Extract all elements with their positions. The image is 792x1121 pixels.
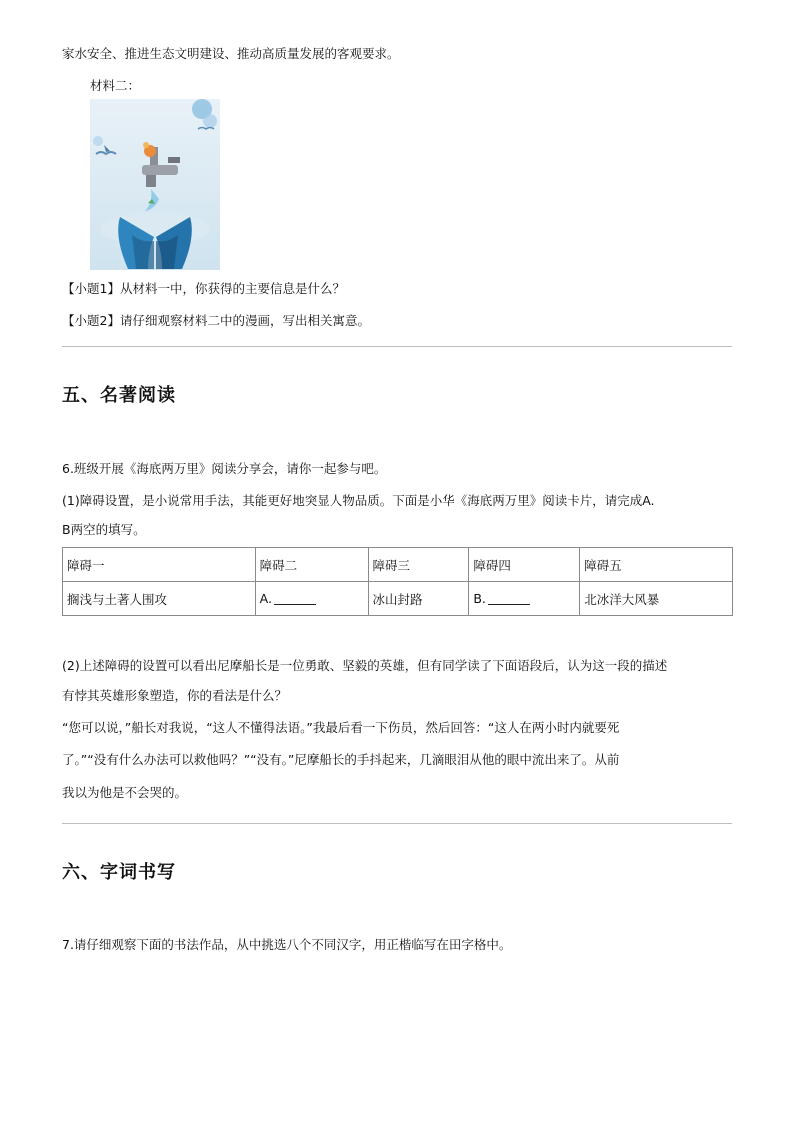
table-cell: 冰山封路 xyxy=(368,582,469,616)
obstacles-table xyxy=(62,547,733,616)
blank-a-cell xyxy=(255,582,368,616)
table-row xyxy=(63,582,733,616)
quote-line1: “您可以说，”船长对我说，“这人不懂得法语。”我最后看一下伤员，然后回答：“这人在两小时内就要死 xyxy=(62,720,620,735)
table-cell: 北冰洋大风暴 xyxy=(580,582,733,616)
table-header-cell: 障碍一 xyxy=(63,548,256,582)
section-divider xyxy=(62,823,732,824)
quote-line2: 了。”“没有什么办法可以救他吗？”“没有。”尼摩船长的手抖起来，几滴眼泪从他的眼中流出来了。从前 xyxy=(62,752,620,767)
blank-b-label: B. xyxy=(473,591,486,606)
water-tap-hands-illustration xyxy=(90,99,220,270)
blank-a-line[interactable] xyxy=(274,592,316,605)
material1-tail: 家水安全、推进生态文明建设、推动高质量发展的客观要求。 xyxy=(62,46,400,61)
blank-b-cell xyxy=(469,582,580,616)
table-header-cell: 障碍二 xyxy=(255,548,368,582)
part1-line2: B两空的填写。 xyxy=(62,522,146,537)
blank-b-line[interactable] xyxy=(488,592,530,605)
section5-heading: 五、名著阅读 xyxy=(62,385,176,406)
table-cell: 搁浅与土著人围攻 xyxy=(63,582,256,616)
item7-text: 7.请仔细观察下面的书法作品，从中挑选八个不同汉字，用正楷临写在田字格中。 xyxy=(62,937,512,952)
table-header-cell: 障碍四 xyxy=(469,548,580,582)
subquestion-2: 【小题2】请仔细观察材料二中的漫画，写出相关寓意。 xyxy=(62,313,370,328)
part1-line1: (1)障碍设置，是小说常用手法，其能更好地突显人物品质。下面是小华《海底两万里》阅读卡片，请完成A. xyxy=(62,493,655,508)
material2-label: 材料二： xyxy=(90,78,141,93)
table-header-row xyxy=(63,548,733,582)
quote-line3: 我以为他是不会哭的。 xyxy=(62,785,188,800)
table-header-cell: 障碍五 xyxy=(580,548,733,582)
subquestion-1: 【小题1】从材料一中，你获得的主要信息是什么？ xyxy=(62,281,345,296)
part2-line1: (2)上述障碍的设置可以看出尼摩船长是一位勇敢、坚毅的英雄，但有同学读了下面语段后，认为这一段的描述 xyxy=(62,658,668,673)
section6-heading: 六、字词书写 xyxy=(62,862,176,883)
table-header-cell: 障碍三 xyxy=(368,548,469,582)
item6-intro: 6.班级开展《海底两万里》阅读分享会，请你一起参与吧。 xyxy=(62,461,387,476)
section-divider xyxy=(62,346,732,347)
part2-line2: 有悖其英雄形象塑造，你的看法是什么？ xyxy=(62,688,288,703)
blank-a-label: A. xyxy=(259,591,272,606)
